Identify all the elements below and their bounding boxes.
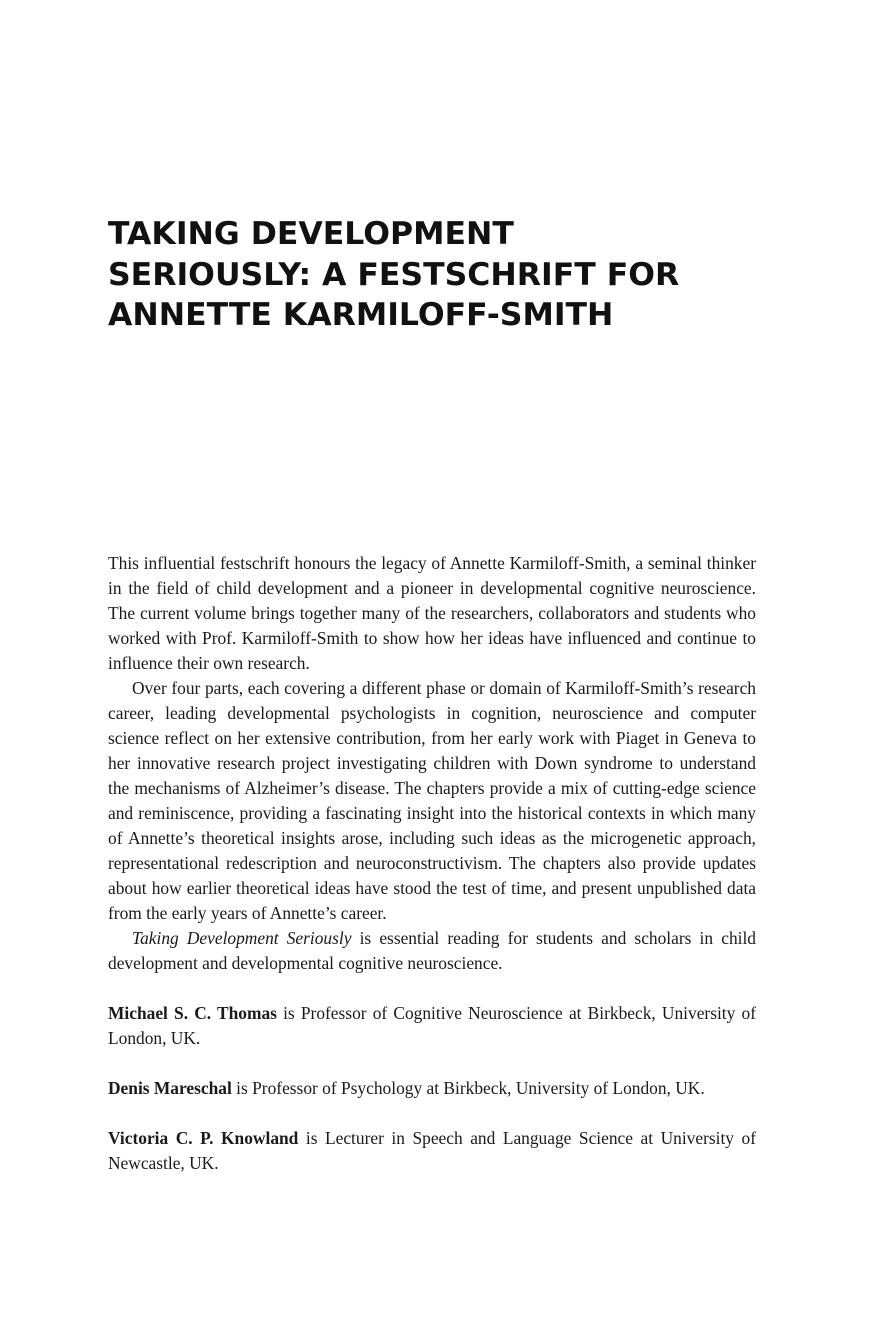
editor-bio-1 <box>108 1001 756 1051</box>
book-title-line-1: TAKING DEVELOPMENT <box>108 216 514 252</box>
editor-bio-text-3: is Lecturer in Speech and Language Science at University of Newcastle, UK. <box>108 1128 756 1173</box>
book-title-italic: Taking Development Seriously <box>132 928 352 948</box>
editor-bio-2 <box>108 1076 756 1101</box>
description-paragraph-1: This influential festschrift honours the legacy of Annette Karmiloff-Smith, a seminal thinker in the field of child development and a pioneer in developmental cognitive neuroscience. The current volume brings together many of the researchers, collaborators and students who worked with Prof. Karmiloff-Smith to show how her ideas have influenced and continue to influence their own research. <box>108 553 756 673</box>
editor-name-2: Denis Mareschal <box>108 1078 232 1098</box>
editor-bio-text-1: is Professor of Cognitive Neuroscience at Birkbeck, University of London, UK. <box>108 1003 756 1048</box>
book-title-line-3: ANNETTE KARMILOFF-SMITH <box>108 297 614 333</box>
editor-bio-3 <box>108 1126 756 1176</box>
book-title <box>108 214 768 336</box>
editor-name-3: Victoria C. P. Knowland <box>108 1128 299 1148</box>
editor-bio-text-2: is Professor of Psychology at Birkbeck, University of London, UK. <box>231 1078 705 1098</box>
description-paragraph-2: Over four parts, each covering a different phase or domain of Karmiloff-Smith’s research career, leading developmental psychologists in cognition, neuroscience and computer science reflect on her extensive contribution, from her early work with Piaget in Geneva to her innovative research project investigating children with Down syndrome to understand the mechanisms of Alzheimer’s disease. The chapters provide a mix of cutting-edge science and reminiscence, providing a fascinating insight into the historical contexts in which many of Annette’s theoretical insights arose, including such ideas as the microgenetic approach, representational redescription and neuroconstructivism. The chapters also provide updates about how earlier theoretical ideas have stood the test of time, and present unpublished data from the early years of Annette’s career. <box>108 678 756 923</box>
description-paragraph-3-text: is essential reading for students and scholars in child development and developmental cognitive neuroscience. <box>108 928 756 973</box>
description-paragraph-3 <box>108 926 756 976</box>
editor-name-1: Michael S. C. Thomas <box>108 1003 277 1023</box>
book-description <box>108 551 756 1176</box>
book-title-line-2: SERIOUSLY: A FESTSCHRIFT FOR <box>108 256 680 293</box>
